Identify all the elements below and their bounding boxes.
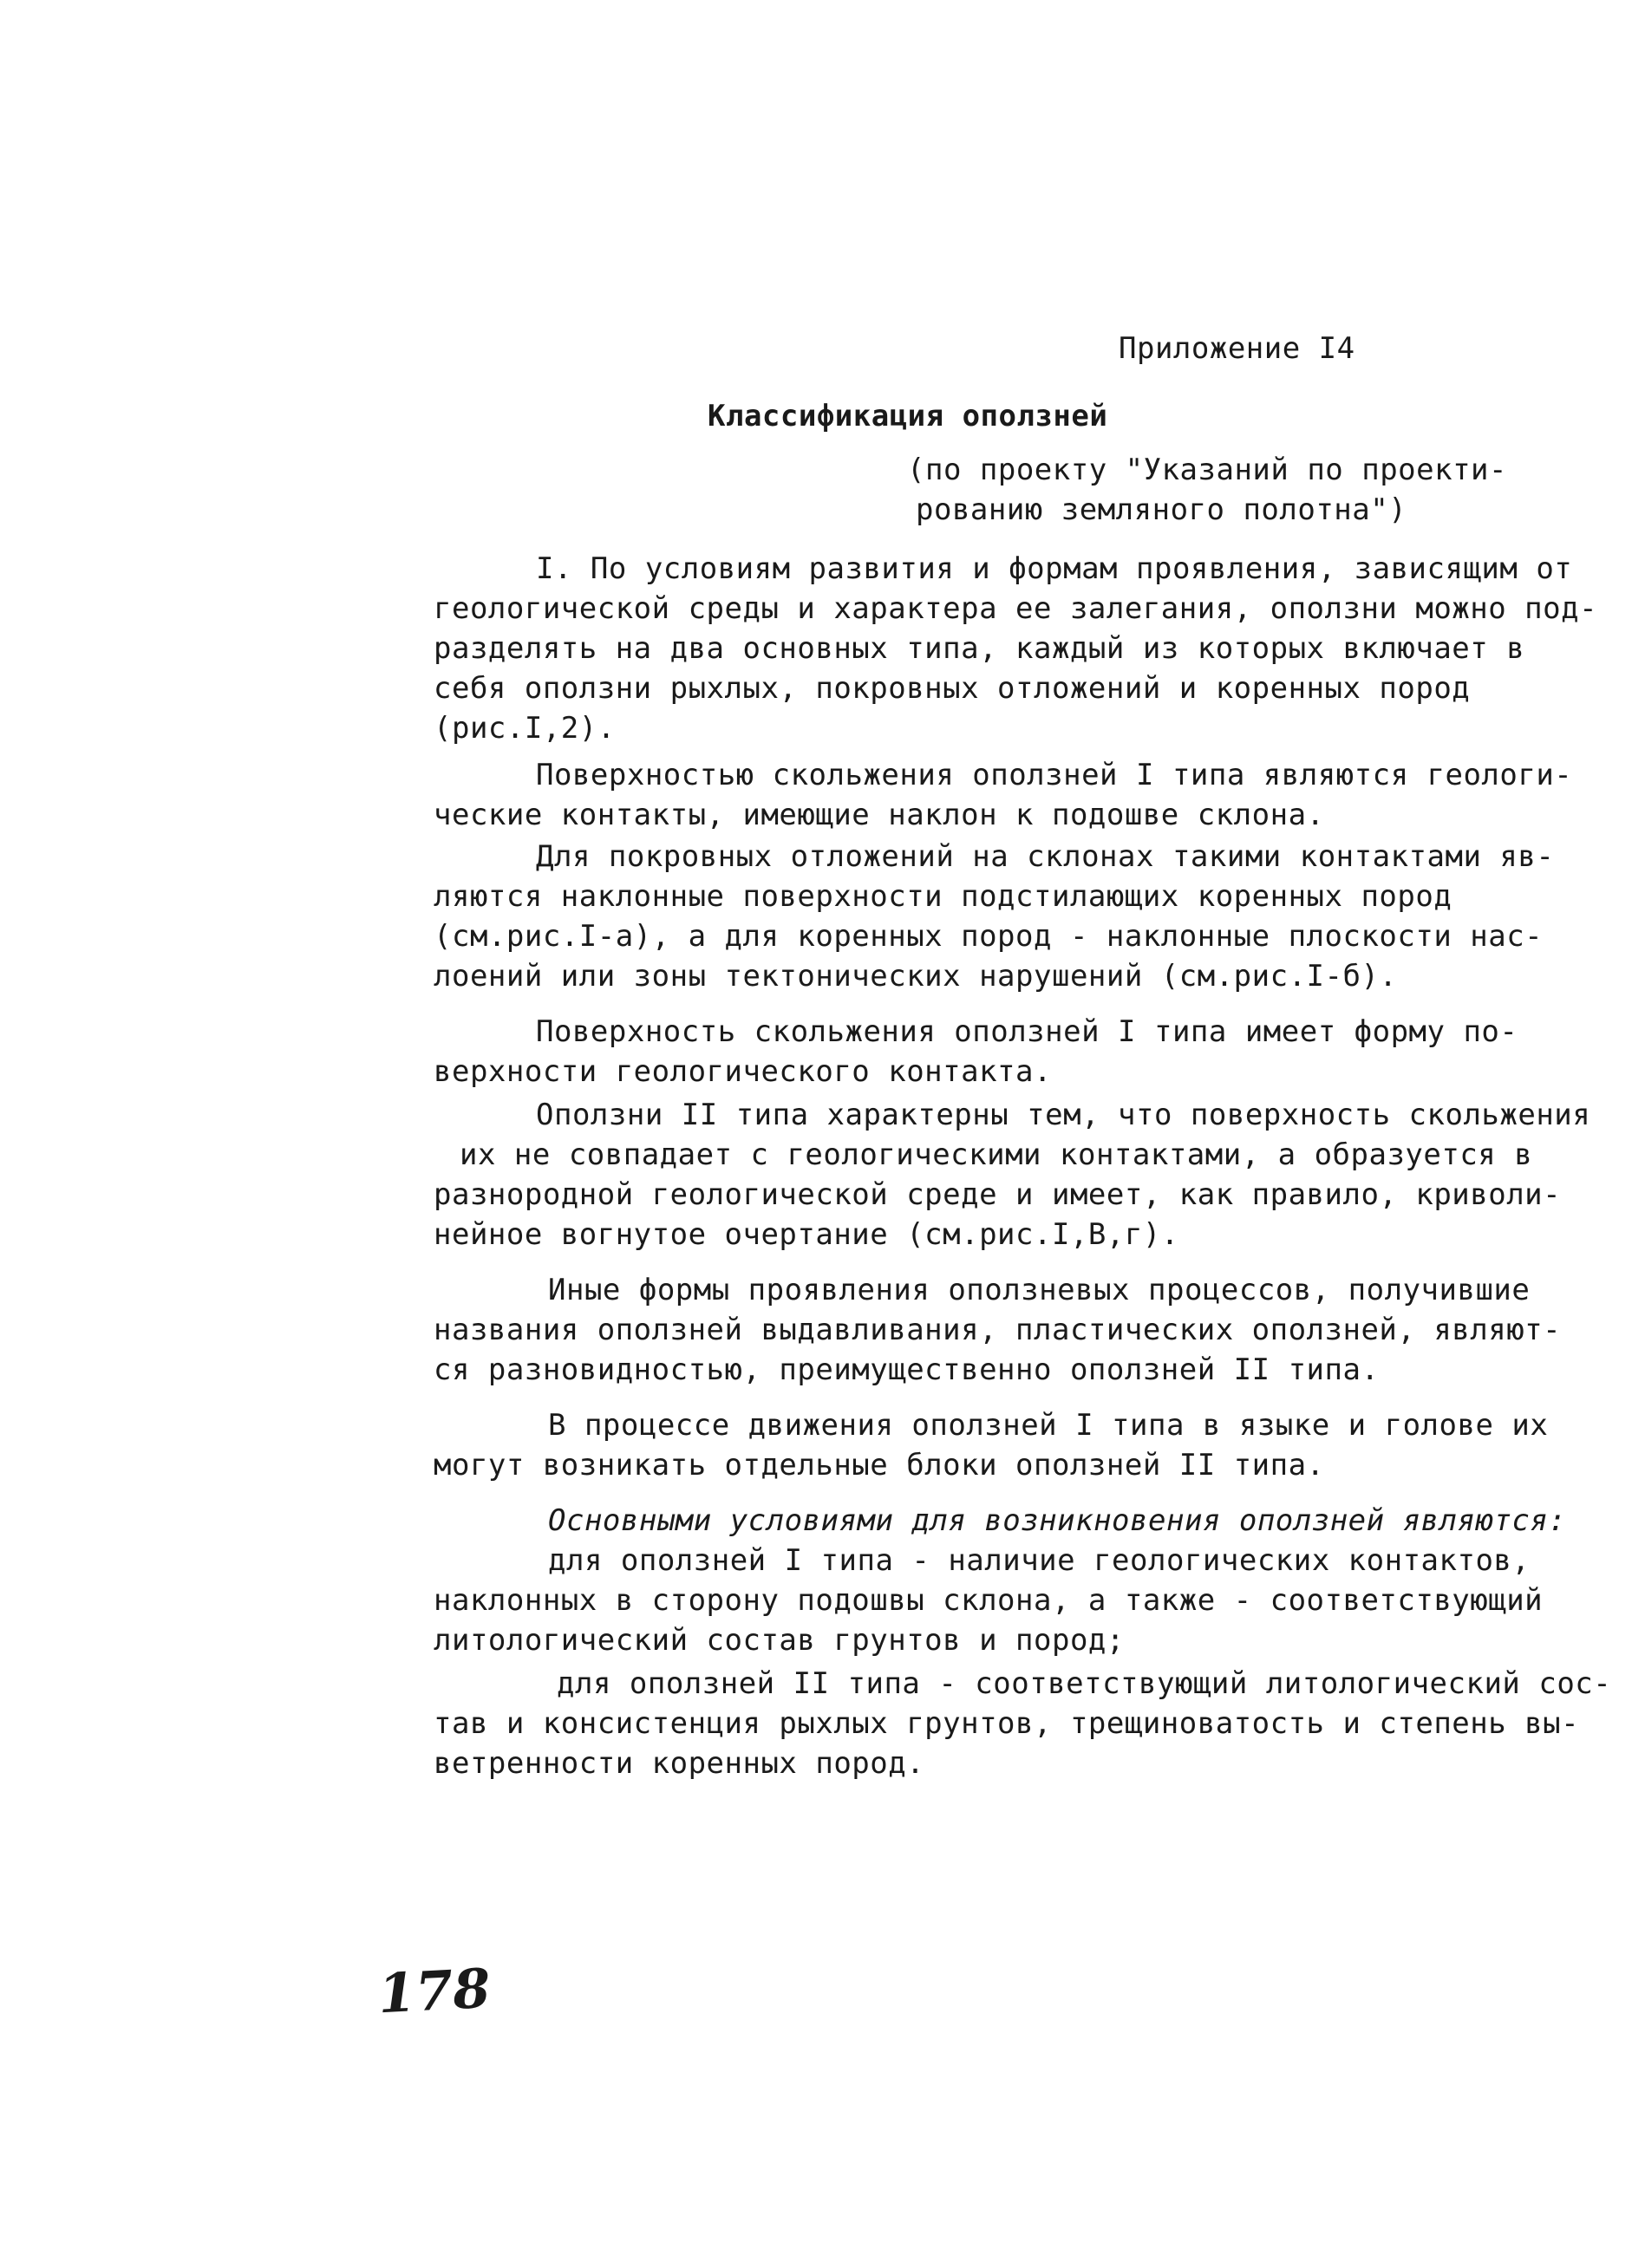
body-line: Иные формы проявления оползневых процессов, получившие (548, 1273, 1531, 1307)
body-line: могут возникать отдельные блоки оползней II типа. (434, 1448, 1325, 1483)
body-line: для оползней I типа - наличие геологических контактов, (548, 1543, 1531, 1578)
body-line: (см.рис.I-а), а для коренных пород - наклонные плоскости нас- (434, 919, 1544, 954)
body-line: литологический состав грунтов и пород; (434, 1623, 1125, 1658)
body-line: ческие контакты, имеющие наклон к подошве склона. (434, 798, 1325, 832)
body-line: разделять на два основных типа, каждый из которых включает в (434, 631, 1525, 666)
document-title: Классификация оползней (708, 399, 1108, 433)
body-line: В процессе движения оползней I типа в языке и голове их (548, 1408, 1549, 1443)
body-line: I. По условиям развития и формам проявления, зависящим от (536, 551, 1573, 586)
body-line: Оползни II типа характерны тем, что поверхность скольжения (536, 1098, 1591, 1132)
body-line: разнородной геологической среде и имеет, как правило, криволи- (434, 1177, 1562, 1212)
body-line: их не совпадает с геологическими контактами, а образуется в (460, 1137, 1533, 1172)
body-line: себя оползни рыхлых, покровных отложений и коренных пород (434, 671, 1471, 706)
body-line: ся разновидностью, преимущественно оползней II типа. (434, 1352, 1380, 1387)
body-line: Поверхность скольжения оползней I типа имеет форму по- (536, 1014, 1518, 1049)
body-line: ветренности коренных пород. (434, 1746, 925, 1781)
subtitle-line: (по проекту "Указаний по проекти- (907, 453, 1508, 487)
body-line: Для покровных отложений на склонах такими контактами яв- (536, 839, 1555, 874)
body-line: для оползней II типа - соответствующий литологический сос- (557, 1666, 1612, 1701)
body-line: геологической среды и характера ее залегания, оползни можно под- (434, 591, 1598, 626)
body-line: наклонных в сторону подошвы склона, а также - соответствующий (434, 1583, 1544, 1618)
body-line: лоений или зоны тектонических нарушений (см.рис.I-б). (434, 959, 1398, 994)
body-line: Основными условиями для возникновения оползней являются: (548, 1503, 1567, 1538)
body-line: Поверхностью скольжения оползней I типа являются геологи- (536, 758, 1573, 792)
body-line: нейное вогнутое очертание (см.рис.I,В,г). (434, 1217, 1179, 1252)
body-line: ляются наклонные поверхности подстилающих коренных пород (434, 879, 1452, 914)
appendix-label: Приложение I4 (1119, 331, 1355, 366)
body-line: верхности геологического контакта. (434, 1054, 1052, 1089)
body-line: (рис.I,2). (434, 711, 616, 746)
body-line: тав и консистенция рыхлых грунтов, трещиноватость и степень вы- (434, 1706, 1580, 1741)
subtitle-line: рованию земляного полотна") (916, 492, 1407, 527)
page-number: 178 (376, 1956, 493, 2026)
body-line: названия оползней выдавливания, пластических оползней, являют- (434, 1313, 1562, 1347)
